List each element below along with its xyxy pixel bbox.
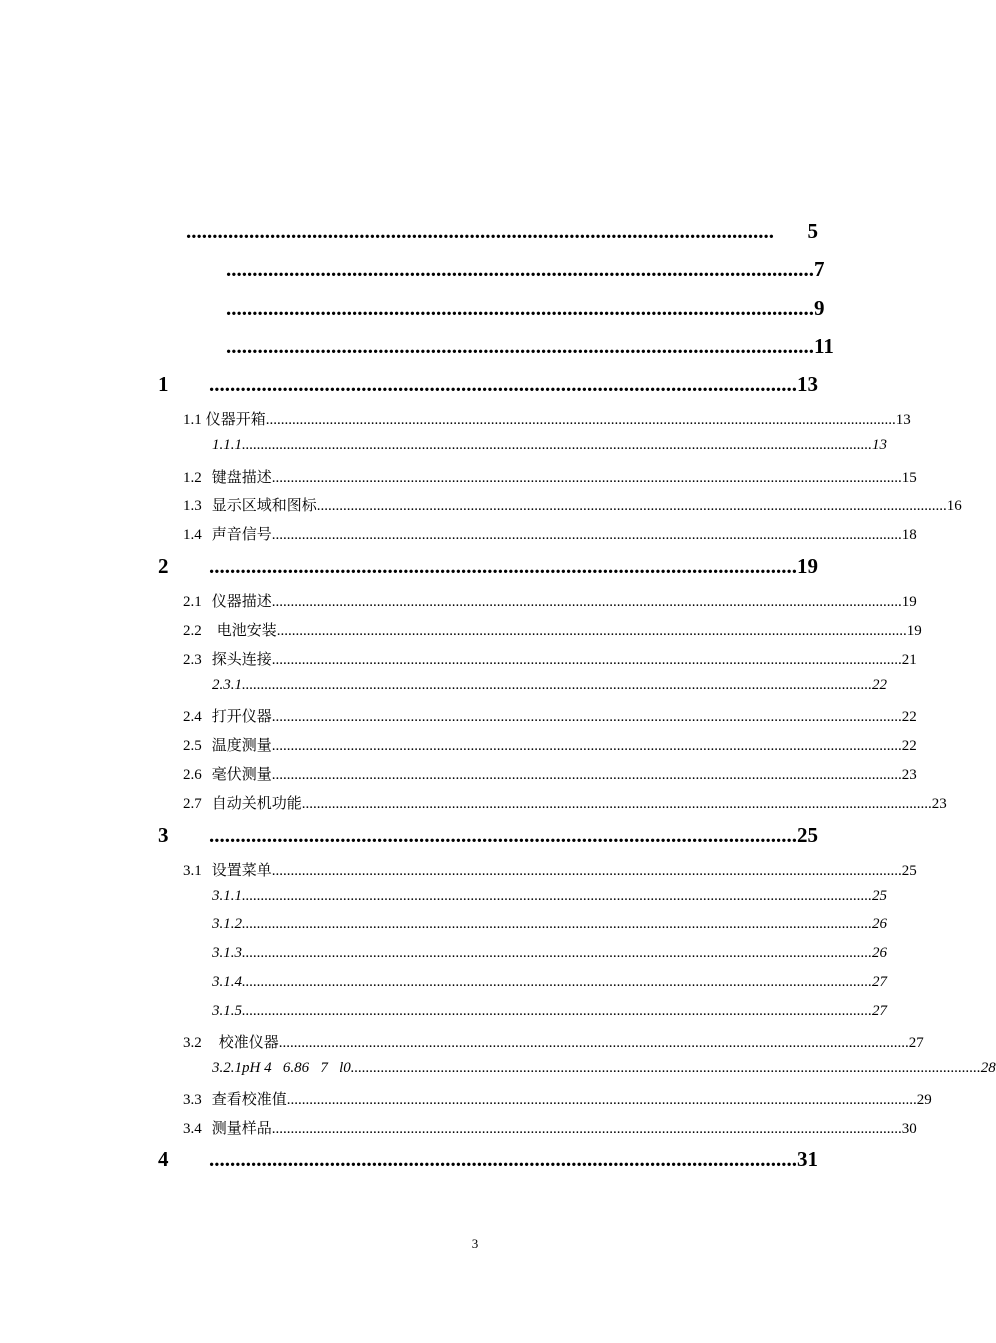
dot-leader: ........................................................................................................................................................................ [271,709,902,725]
toc-page-number: 21 [901,652,917,668]
toc-page-number: 9 [814,296,825,320]
dot-leader: ................................................................................................................ [209,823,797,847]
toc-title: 键盘描述 [211,470,272,486]
toc-entry[interactable] [183,1031,924,1052]
dot-leader: ........................................................................................................................................................................ [242,677,872,693]
toc-entry[interactable] [183,408,911,429]
dot-leader: ........................................................................................................................................................................ [271,1121,902,1137]
toc-entry[interactable] [158,1147,818,1172]
toc-entry[interactable] [212,437,887,454]
toc-entry[interactable] [183,494,962,515]
dot-leader: ........................................................................................................................................................................ [242,1003,872,1019]
toc-title: 声音信号 [211,527,272,543]
toc-entry[interactable] [183,859,917,880]
toc-section-number: 1.1.1 [212,437,242,453]
toc-page-number: 5 [807,219,818,243]
dot-leader: ........................................................................................................................................................................ [242,916,872,932]
dot-leader: ................................................................................................................ [209,1147,797,1171]
dot-leader: ........................................................................................................................................................................ [278,1035,909,1051]
toc-section-number: 1.2 [183,470,202,486]
dot-leader: ........................................................................................................................................................................ [301,796,932,812]
toc-page-number: 7 [814,257,825,281]
dot-leader: ........................................................................................................................................................................ [242,437,872,453]
toc-title: 探头连接 [211,652,272,668]
toc-section-number: 2.3.1 [212,677,242,693]
toc-title: 毫伏测量 [211,767,272,783]
toc-entry[interactable] [183,1088,932,1109]
toc-title: 仪器开箱 [205,412,266,428]
toc-page-number: 16 [946,498,962,514]
toc-entry[interactable] [212,888,887,905]
toc-page-number: 19 [797,554,818,578]
dot-leader: ........................................................................................................................................................................ [242,974,872,990]
toc-page-number: 27 [872,1003,887,1019]
toc-section-number: 2.6 [183,767,202,783]
toc-page-number: 13 [872,437,887,453]
toc-section-number: 3.1.2 [212,916,242,932]
toc-page-number: 19 [906,623,922,639]
toc-page-number: 11 [814,334,834,358]
toc-entry[interactable] [183,792,947,813]
toc-title: 查看校准值 [211,1092,287,1108]
toc-entry[interactable] [183,523,917,544]
toc-entry[interactable] [158,554,818,579]
toc-title: 电池安装 [216,623,277,639]
toc-section-number: 3.1.1 [212,888,242,904]
dot-leader: ........................................................................................................................................................................ [271,767,902,783]
toc-page-number: 18 [901,527,917,543]
toc-entry[interactable] [183,1117,917,1138]
toc-page-number: 28 [980,1060,996,1076]
toc-section-number: 2.4 [183,709,202,725]
dot-leader: ........................................................................................................................................................................ [242,945,872,961]
toc-page-number: 26 [872,916,887,932]
dot-leader: ........................................................................................................................................................................ [271,738,902,754]
toc-entry[interactable] [226,257,825,282]
toc-page-number: 22 [901,709,917,725]
toc-section-number: 2.2 [183,623,202,639]
toc-title: 打开仪器 [211,709,272,725]
toc-entry[interactable] [212,1060,996,1077]
toc-section-number: 4 [158,1147,169,1171]
toc-entry[interactable] [183,734,917,755]
dot-leader: ........................................................................................................................................................................ [265,412,896,428]
toc-page-number: 27 [908,1035,924,1051]
toc-page-number: 23 [931,796,947,812]
dot-leader: ................................................................................................................ [226,296,814,320]
toc-title: 自动关机功能 [211,796,302,812]
toc-section-number: 1.1 [183,412,202,428]
toc-page-number: 25 [797,823,818,847]
toc-section-number: 2.3 [183,652,202,668]
toc-section-number: 3.1.4 [212,974,242,990]
dot-leader: ........................................................................................................................................................................ [242,888,872,904]
toc-title: 温度测量 [211,738,272,754]
toc-page-number: 15 [901,470,917,486]
toc-entry[interactable] [183,466,917,487]
dot-leader: ........................................................................................................................................................................ [350,1060,981,1076]
toc-title: 仪器描述 [211,594,272,610]
dot-leader: ........................................................................................................................................................................ [271,470,902,486]
toc-page-number: 29 [916,1092,932,1108]
dot-leader: ................................................................................................................ [226,334,814,358]
toc-section-number: 2.5 [183,738,202,754]
toc-entry[interactable] [226,334,834,359]
dot-leader: ........................................................................................................................................................................ [271,594,902,610]
dot-leader: ................................................................................................................ [209,372,797,396]
toc-page-number: 22 [901,738,917,754]
toc-entry[interactable] [212,677,887,694]
toc-section-number: 3.1.3 [212,945,242,961]
dot-leader: ........................................................................................................................................................................ [316,498,947,514]
toc-page-number: 22 [872,677,887,693]
toc-entry[interactable] [183,619,922,640]
toc-section-number: 2.7 [183,796,202,812]
toc-entry[interactable] [212,1003,887,1020]
toc-entry[interactable] [226,296,825,321]
toc-page-number: 31 [797,1147,818,1171]
toc-page-number: 30 [901,1121,917,1137]
toc-entry[interactable] [183,648,917,669]
toc-page-number: 25 [872,888,887,904]
dot-leader: ........................................................................................................................................................................ [276,623,907,639]
toc-section-number: 3 [158,823,169,847]
toc-title: 校准仪器 [218,1035,279,1051]
toc-page-number: 25 [901,863,917,879]
toc-entry[interactable] [212,945,887,962]
toc-section-number: 1 [158,372,169,396]
toc-section-number: 3.2 [183,1035,202,1051]
toc-section-number: 1.4 [183,527,202,543]
toc-section-number: 3.3 [183,1092,202,1108]
toc-section-number: 2 [158,554,169,578]
toc-page-number: 23 [901,767,917,783]
toc-section-number: 2.1 [183,594,202,610]
toc-title: 测量样品 [211,1121,272,1137]
toc-section-number: 1.3 [183,498,202,514]
toc-entry[interactable] [183,590,917,611]
toc-section-number: 3.1 [183,863,202,879]
toc-page-number: 27 [872,974,887,990]
toc-title: 设置菜单 [211,863,272,879]
toc-section-number: 3.1.5 [212,1003,242,1019]
toc-section-number: 3.4 [183,1121,202,1137]
dot-leader: ........................................................................................................................................................................ [271,863,902,879]
dot-leader: ................................................................................................................ [209,554,797,578]
toc-entry[interactable] [186,219,818,244]
toc-title: pH 4 6.86 7 l0 [242,1060,351,1076]
toc-entry[interactable] [158,823,818,848]
toc-page-number: 13 [895,412,911,428]
toc-page-number: 26 [872,945,887,961]
dot-leader: ................................................................................................................ [226,257,814,281]
toc-page-number: 19 [901,594,917,610]
dot-leader: ................................................................................................................ [186,219,774,243]
toc-entry[interactable] [158,372,818,397]
toc-entry[interactable] [212,916,887,933]
toc-section-number: 3.2.1 [212,1060,242,1076]
toc-title: 显示区域和图标 [211,498,317,514]
toc-page-number: 13 [797,372,818,396]
dot-leader: ........................................................................................................................................................................ [271,527,902,543]
page-number: 3 [471,1236,479,1251]
dot-leader: ........................................................................................................................................................................ [271,652,902,668]
toc-entry[interactable] [183,763,917,784]
toc-entry[interactable] [183,705,917,726]
toc-entry[interactable] [212,974,887,991]
dot-leader: ........................................................................................................................................................................ [286,1092,917,1108]
